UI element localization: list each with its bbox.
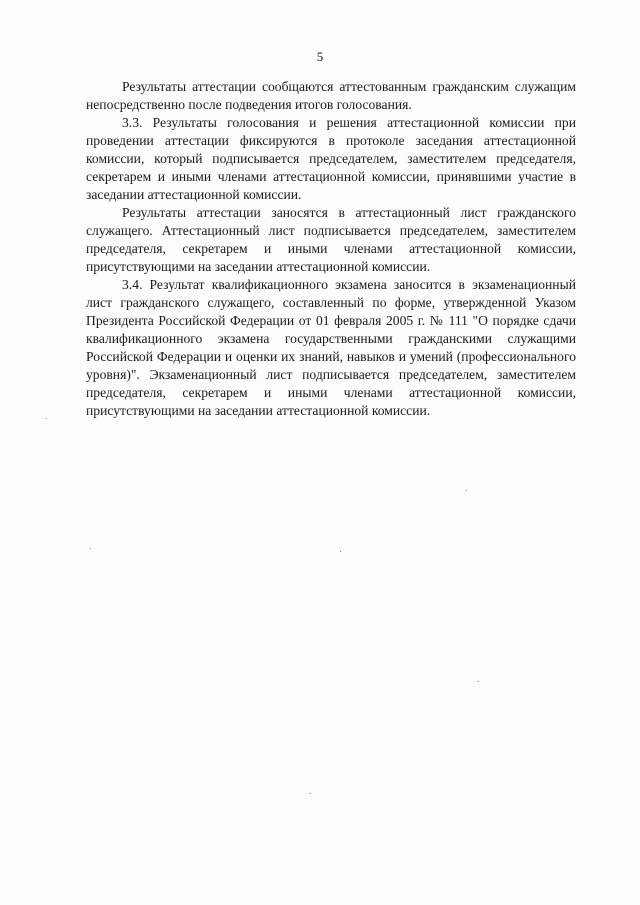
- paragraph-attestation-sheet: Результаты аттестации заносятся в аттестационный лист гражданского служащего. Аттестационный лист подписывается председателем, заместителем председателя, секретарем и иными членами аттестационной комиссии, присутствующими на заседании аттестационной комиссии.: [86, 205, 576, 274]
- scan-speck: [478, 681, 479, 682]
- scan-speck: [466, 490, 467, 491]
- paragraph-3-4-exam-results: 3.4. Результат квалификационного экзамена заносится в экзаменационный лист гражданского служащего, составленный по форме, утвержденной Указом Президента Российской Федерации от 01 февраля 2005 г. № 111 "О порядке сдачи квалификационного экзамена государственными гражданскими служащими Российской Федерации и оценки их знаний, навыков и умений (профессионального уровня)". Экзаменационный лист подписывается председателем, заместителем председателя, секретарем и иными членами аттестационной комиссии, присутствующими на заседании аттестационной комиссии.: [86, 277, 576, 418]
- page-number: 5: [316, 49, 324, 64]
- body-text: [86, 78, 576, 420]
- scan-speck: [310, 793, 311, 794]
- scan-speck: [90, 548, 91, 549]
- scan-speck: [340, 551, 341, 552]
- paragraph-results-announced: Результаты аттестации сообщаются аттестованным гражданским служащим непосредственно после подведения итогов голосования.: [86, 79, 576, 112]
- paragraph-3-3-voting-results: 3.3. Результаты голосования и решения аттестационной комиссии при проведении аттестации фиксируются в протоколе заседания аттестационной комиссии, который подписывается председателем, заместителем председателя, секретарем и иными членами аттестационной комиссии, принявшими участие в заседании аттестационной комиссии.: [86, 115, 576, 202]
- scan-speck: [46, 418, 47, 419]
